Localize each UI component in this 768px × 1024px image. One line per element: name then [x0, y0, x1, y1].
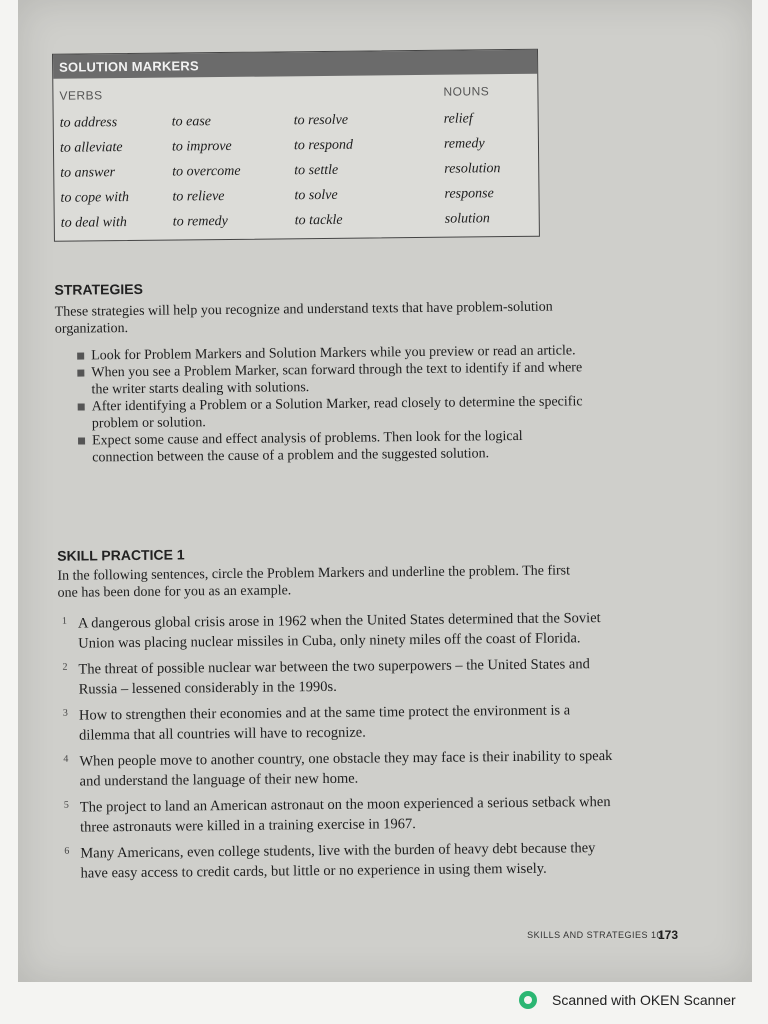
noun-item: remedy: [443, 136, 485, 152]
verb-item: to alleviate: [59, 140, 123, 156]
verb-item: to ease: [171, 114, 212, 130]
verbs-column-1: [60, 110, 130, 236]
item-text: The project to land an American astronaut on the moon experienced a serious setback when three astronauts were killed in a training exercise in 1967.: [79, 794, 611, 836]
verb-item: to remedy: [172, 213, 228, 230]
verb-item: to improve: [171, 138, 232, 155]
item-number: 6: [64, 845, 70, 857]
item-text: A dangerous global crisis arose in 1962 when the United States determined that the Soviet Union was placing nuclear missiles in Cuba, only ninety miles off the coast of Florida.: [77, 610, 601, 652]
practice-item: [64, 792, 624, 838]
strategy-item: Expect some cause and effect analysis of problems. Then look for the logical connection between the cause of a problem and the suggested solution.: [76, 427, 586, 466]
verbs-column-3: [294, 108, 354, 234]
practice-item: [64, 838, 624, 884]
nouns-column: [444, 106, 502, 232]
noun-item: relief: [443, 111, 473, 127]
practice-item: [62, 654, 622, 700]
verb-item: to respond: [293, 137, 354, 154]
noun-item: solution: [444, 211, 490, 227]
page-content: [34, 48, 634, 882]
scanner-watermark: Scanned with OKEN Scanner: [552, 992, 736, 1008]
item-number: 2: [62, 661, 68, 673]
scanned-page: [18, 0, 752, 982]
page-number: 173: [657, 928, 678, 942]
item-text: When people move to another country, one obstacle they may face is their inability to speak and understand the language of their new home.: [79, 747, 613, 790]
verb-item: to address: [59, 115, 118, 131]
practice-item: [63, 700, 623, 746]
verb-item: to relieve: [172, 189, 225, 205]
strategy-item: When you see a Problem Marker, scan forward through the text to identify if and where the writer starts dealing with solutions.: [75, 359, 585, 398]
verb-item: to cope with: [60, 190, 130, 206]
item-text: How to strengthen their economies and at the same time protect the environment is a dilemma that all countries will have to recognize.: [78, 702, 571, 744]
item-number: 4: [63, 753, 69, 765]
item-number: 3: [62, 707, 68, 719]
skill-practice-intro: In the following sentences, circle the Problem Markers and underline the problem. The first one has been done for you as an example.: [57, 563, 571, 601]
verb-item: to tackle: [294, 212, 343, 229]
item-text: Many Americans, even college students, live with the burden of heavy debt because they have easy access to credit cards, but little or no experience in using them wisely.: [80, 840, 596, 882]
strategies-list: [75, 342, 586, 466]
skill-practice-heading: SKILL PRACTICE 1: [57, 546, 185, 564]
practice-list: [62, 608, 625, 890]
verb-item: to overcome: [172, 163, 241, 180]
strategies-heading: STRATEGIES: [54, 280, 143, 298]
solution-markers-box: [52, 49, 540, 242]
noun-item: response: [444, 186, 494, 202]
verbs-header: VERBS: [59, 88, 103, 103]
verb-item: to answer: [60, 165, 116, 181]
scanner-logo-icon: [518, 990, 538, 1010]
item-number: 1: [61, 615, 67, 627]
section-footer: SKILLS AND STRATEGIES 10: [527, 930, 662, 940]
nouns-header: NOUNS: [443, 84, 490, 99]
verb-item: to resolve: [293, 112, 349, 129]
verb-item: to deal with: [60, 215, 127, 231]
item-number: 5: [63, 799, 69, 811]
strategy-item: After identifying a Problem or a Solution Marker, read closely to determine the specific problem or solution.: [76, 393, 586, 432]
item-text: The threat of possible nuclear war between the two superpowers – the United States and Russia – lessened considerably in the 1990s.: [78, 656, 590, 698]
solution-markers-title: SOLUTION MARKERS: [53, 50, 537, 79]
strategies-intro: These strategies will help you recognize and understand texts that have problem-solution organization.: [54, 299, 553, 337]
strategy-item: Look for Problem Markers and Solution Markers while you preview or read an article.: [75, 342, 585, 364]
verb-item: to settle: [294, 162, 339, 179]
verb-item: to solve: [294, 187, 338, 204]
noun-item: resolution: [444, 161, 501, 177]
verbs-column-2: [172, 109, 242, 235]
practice-item: [62, 608, 622, 654]
practice-item: [63, 746, 623, 792]
